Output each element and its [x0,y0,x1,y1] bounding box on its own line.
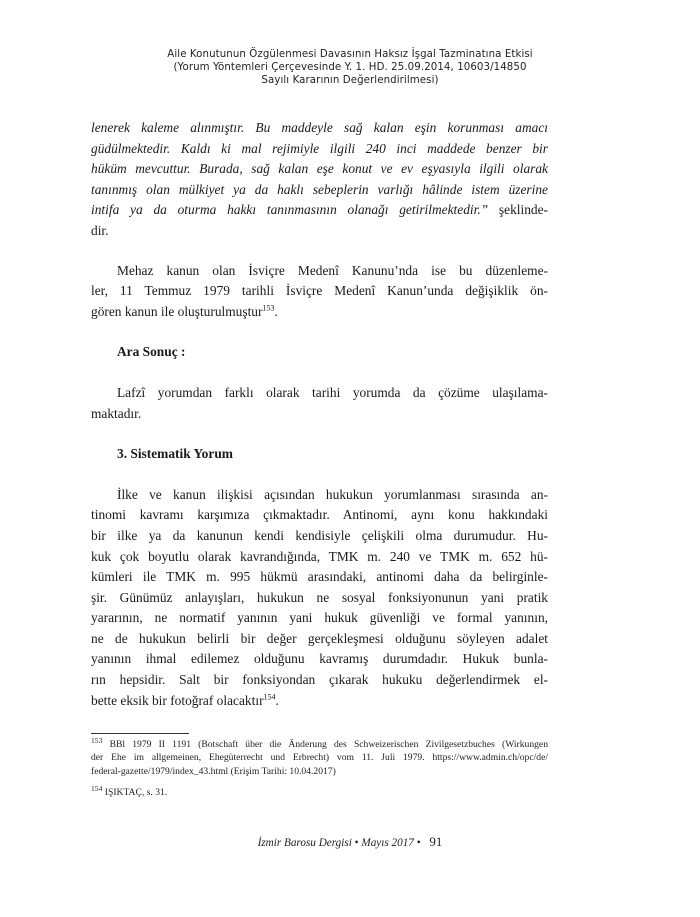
running-header [90,48,610,87]
section-heading-systematic-interpretation: 3. Sistematik Yorum [117,446,233,462]
text-line: tanınmış olan mülkiyet ya da haklı sebeplerin varlığı hâlinde istem üzerine [91,181,548,197]
text-line: kuk çok boyutlu olarak kavrandığında, TMK m. 240 ve TMK m. 652 hü- [91,548,548,564]
paragraph-antinomy [91,485,548,712]
footer-separator: • [413,837,424,849]
running-header-line-1: Aile Konutunun Özgülenmesi Davasının Haksız İşgal Tazminatına Etkisi [167,49,533,60]
text-line: ler, 11 Temmuz 1979 tarihli İsviçre Medenî Kanun’unda değişiklik ön- [91,283,548,299]
section-heading-interim-result: Ara Sonuç : [117,344,186,360]
text-line: yanının ihmal edilemez olduğunu kavramış durumdadır. Hukuk bunla- [91,651,548,667]
running-header-line-2: (Yorum Yöntemleri Çerçevesinde Y. 1. HD. 25.09.2014, 10603/14850 [173,62,527,73]
journal-name: İzmir Barosu Dergisi [257,837,352,849]
text-line: bir ilke ya da kanunun kendi kendisiyle çelişkili olma durumudur. Hu- [91,527,548,543]
body-text [91,118,548,711]
page-number: 91 [429,834,443,849]
text-line-end: . [274,303,278,319]
text-line [91,302,548,323]
text-line: şir. Günümüz anlayışları, hukukun ne sosyal fonksiyonunun yani pratik [91,589,548,605]
footnote-number: 153 [91,735,103,745]
footnotes [91,735,548,808]
text-line: İlke ve kanun ilişkisi açısından hukukun yorumlanması sırasında an- [117,486,548,502]
footnote-ref-154[interactable]: 154 [263,692,276,702]
footnote-text: IŞIKTAÇ, s. 31. [104,787,168,799]
quote-trailing-text: şeklinde- [488,202,548,218]
footer-separator: • [351,837,362,849]
text-line: Mehaz kanun olan İsviçre Medenî Kanunu’nda ise bu düzenleme- [117,262,548,278]
text-line: lenerek kaleme alınmıştır. Bu maddeyle sağ kalan eşin korunması amacı [91,120,548,135]
footnote-ref-153[interactable]: 153 [262,303,275,313]
text-line: maktadır. [91,405,142,421]
footnote-line: federal-gazette/1979/index_43.html (Erişim Tarihi: 10.04.2017) [91,765,336,777]
text-line [91,691,548,712]
text-line: hüküm mevcuttur. Burada, sağ kalan eşe konut ve ev eşyasıyla ilgili olarak [91,161,548,177]
text-line: tinomi kavramı karşımıza çıkmaktadır. Antinomi, aynı konu hakkındaki [91,507,548,523]
text-line: ne de hukukun belirli bir değer gerçekleşmesi olduğunu söyleyen adalet [91,630,548,646]
text-line: yararının, ne normatif yanının yani hukuk güvenliği ve formal yanının, [91,610,548,626]
text-line-end: . [275,692,279,708]
text-line: güdülmektedir. Kaldı ki mal rejimiyle ilgili 240 inci maddede benzer bir [91,140,548,156]
running-header-line-3: Sayılı Kararının Değerlendirilmesi) [261,75,439,86]
quote-end-text: intifa ya da oturma hakkı tanınmasının olanağı getirilmektedir.” [91,202,489,218]
text-line: rın hepsidir. Salt bir fonksiyondan çıkarak hukuku değerlendirmek el- [91,672,548,688]
text-line-content: gören kanun ile oluşturulmuştur [91,303,263,319]
text-line: Lafzî yorumdan farklı olarak tarihi yorumda da çözüme ulaşılama- [117,384,548,400]
footnote-line [91,786,548,799]
text-line: kümleri ile TMK m. 995 hükmü arasındaki, antinomi daha da belirginle- [91,569,548,585]
footnote-separator [91,733,189,734]
text-line: dir. [91,222,109,238]
footnote-text: BBl 1979 II 1191 (Botschaft über die Änderung des Schweizerischen Zivilgesetzbuches (Wirkungen [109,739,548,750]
footnote-number: 154 [91,784,103,794]
footnote-153 [91,735,548,778]
issue-date: Mayıs 2017 [361,837,414,849]
text-line [91,200,548,221]
page-footer [180,834,520,850]
paragraph-swiss-civil-code [91,261,548,323]
paragraph-quote-continuation [91,118,548,242]
footnote-line [91,735,548,751]
paragraph-interim-result [91,383,548,424]
footnote-line: der Ehe im allgemeinen, Ehegüterrecht und Erbrecht) vom 11. Juli 1979. https://www.admin.ch/opc/de/ [91,752,548,764]
footnote-154 [91,786,548,799]
text-line-content: bette eksik bir fotoğraf olacaktır [91,692,264,708]
